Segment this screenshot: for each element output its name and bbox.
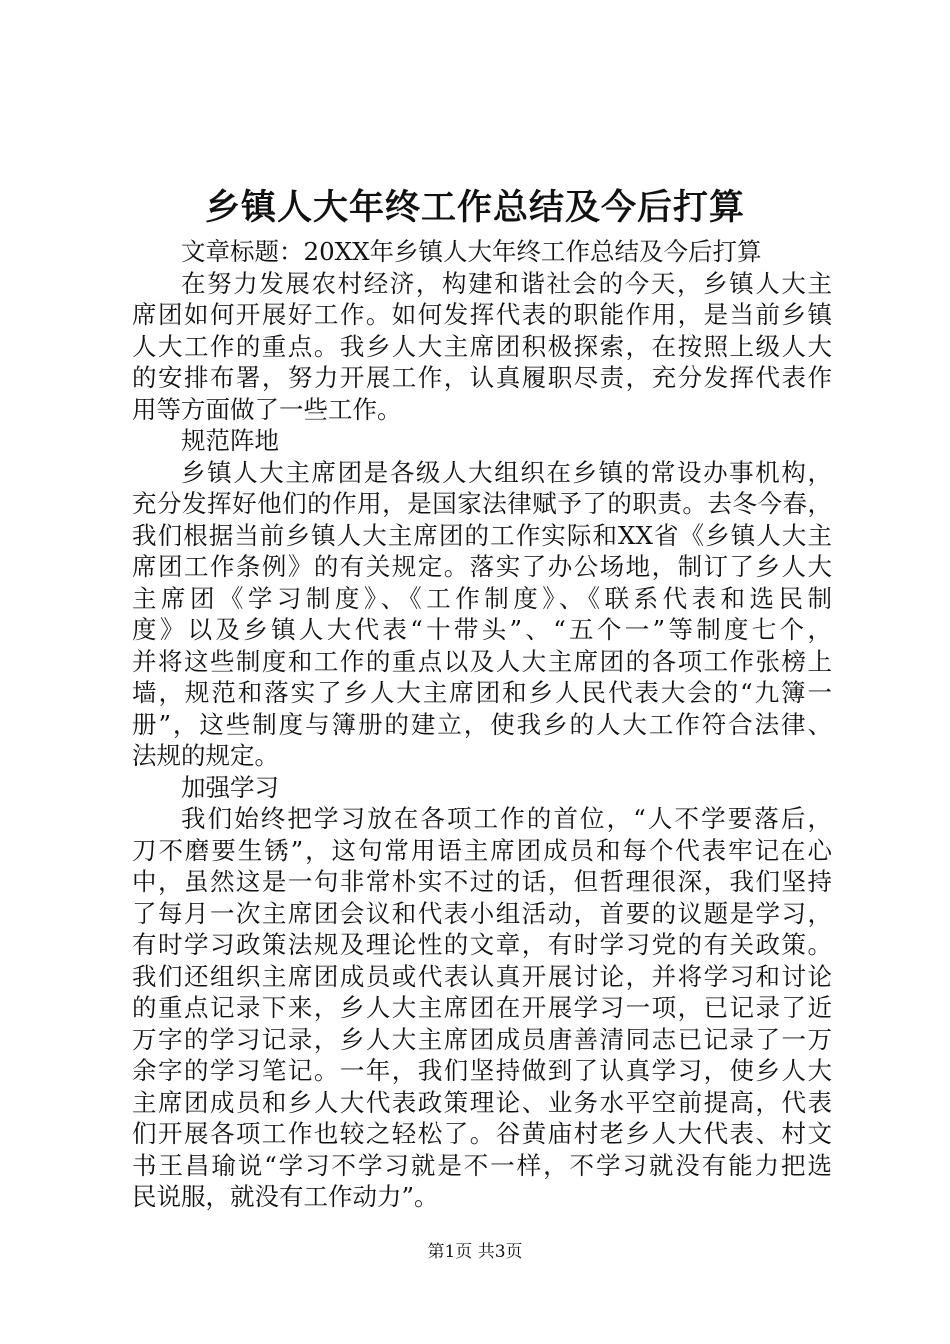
paragraph-study-line: 主席团成员和乡人大代表政策理论、业务水平空前提高，代表: [132, 1087, 832, 1117]
paragraph-standardize-line: 墙，规范和落实了乡人大主席团和乡人民代表大会的“九簿一: [132, 678, 832, 707]
paragraph-standardize-line: 主席团《学习制度》、《工作制度》、《联系代表和选民制: [132, 583, 832, 613]
paragraph-standardize-line: 度》以及乡镇人大代表“十带头”、“五个一”等制度七个，: [132, 615, 832, 644]
section-heading-standardize: 规范阵地: [181, 426, 279, 455]
section-heading-study: 加强学习: [181, 772, 279, 802]
paragraph-intro-line: 的安排布署，努力开展工作，认真履职尽责，充分发挥代表作: [132, 363, 832, 392]
paragraph-study-line: 的重点记录下来，乡人大主席团在开展学习一项，已记录了近: [132, 993, 832, 1022]
paragraph-study-line: 民说服，就没有工作动力”。: [132, 1182, 439, 1211]
paragraph-intro-line: 席团如何开展好工作。如何发挥代表的职能作用，是当前乡镇: [132, 300, 832, 329]
paragraph-intro-line: 人大工作的重点。我乡人大主席团积极探索，在按照上级人大: [132, 331, 832, 361]
paragraph-standardize-line: 册”，这些制度与簿册的建立，使我乡的人大工作符合法律、: [132, 709, 832, 739]
paragraph-standardize-line: 席团工作条例》的有关规定。落实了办公场地，制订了乡人大: [132, 552, 832, 581]
paragraph-study-line: 了每月一次主席团会议和代表小组活动，首要的议题是学习，: [132, 898, 832, 928]
document-body: [132, 236, 832, 1213]
paragraph-study-line: 我们还组织主席团成员或代表认真开展讨论，并将学习和讨论: [132, 961, 832, 991]
paragraph-study-line: 们开展各项工作也较之轻松了。谷黄庙村老乡人大代表、村文: [132, 1119, 832, 1148]
paragraph-intro-line: 在努力发展农村经济，构建和谐社会的今天，乡镇人大主: [181, 268, 832, 298]
page-title: 乡镇人大年终工作总结及今后打算: [204, 187, 745, 228]
paragraph-standardize-line: 乡镇人大主席团是各级人大组织在乡镇的常设办事机构，: [181, 457, 832, 487]
paragraph-study-line: 余字的学习笔记。一年，我们坚持做到了认真学习，使乡人大: [132, 1056, 832, 1085]
paragraph-standardize-line: 充分发挥好他们的作用，是国家法律赋予了的职责。去冬今春，: [132, 489, 832, 518]
paragraph-standardize-line: 我们根据当前乡镇人大主席团的工作实际和XX省《乡镇人大主: [132, 520, 832, 550]
paragraph-study-line: 刀不磨要生锈”，这句常用语主席团成员和每个代表牢记在心: [132, 835, 832, 865]
paragraph-intro-line: 用等方面做了一些工作。: [132, 394, 402, 424]
paragraph-study-line: 有时学习政策法规及理论性的文章，有时学习党的有关政策。: [132, 930, 832, 959]
paragraph-study-line: 中，虽然这是一句非常朴实不过的话，但哲理很深，我们坚持: [132, 867, 832, 896]
article-title-line: 文章标题：20XX年乡镇人大年终工作总结及今后打算: [181, 237, 762, 266]
paragraph-standardize-line: 并将这些制度和工作的重点以及人大主席团的各项工作张榜上: [132, 646, 832, 676]
paragraph-standardize-line: 法规的规定。: [132, 741, 279, 770]
paragraph-study-line: 书王昌瑜说“学习不学习就是不一样，不学习就没有能力把选: [132, 1150, 832, 1180]
paragraph-study-line: 万字的学习记录，乡人大主席团成员唐善清同志已记录了一万: [132, 1024, 832, 1054]
paragraph-study-line: 我们始终把学习放在各项工作的首位，“人不学要落后，: [181, 804, 832, 833]
page-footer: 第1页 共3页: [427, 1242, 523, 1262]
